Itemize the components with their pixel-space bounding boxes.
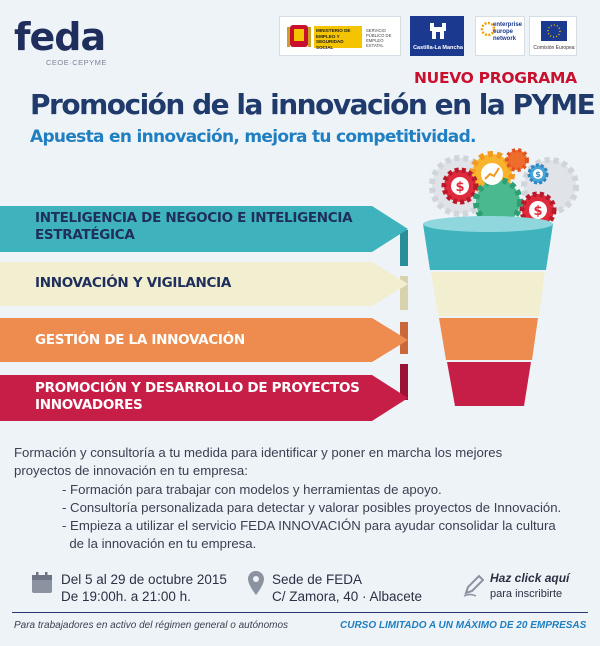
- time-range: De 19:00h. a 21:00 h.: [61, 589, 191, 604]
- date-range: Del 5 al 29 de octubre 2015: [61, 572, 227, 587]
- date-info: [61, 571, 227, 605]
- ministerio-label: MINISTERIO DE EMPLEO Y SEGURIDAD SOCIAL: [316, 28, 351, 50]
- page-subtitle: Apuesta en innovación, mejora tu competitividad.: [30, 127, 476, 147]
- chart-icon: [481, 163, 503, 185]
- eu-flag-icon: [541, 21, 567, 41]
- topic-4-label-cont: INNOVADORES: [35, 397, 143, 413]
- dollar-coin-icon: [451, 177, 469, 195]
- castilla-label: Castilla-La Mancha: [413, 45, 463, 51]
- comision-label: Comisión Europea: [533, 45, 575, 51]
- svg-text:$: $: [455, 180, 465, 195]
- register-cta-sub: para inscribirte: [490, 588, 563, 600]
- een-label: enterprise europe network: [493, 22, 523, 42]
- location-pin-icon: [248, 571, 264, 595]
- page-title: Promoción de la innovación en la PYME: [30, 88, 595, 121]
- bullet-item: - Formación para trabajar con modelos y herramientas de apoyo.: [62, 482, 442, 497]
- topic-band-4: [0, 375, 404, 419]
- register-cta: Haz click aquí: [490, 571, 570, 585]
- description-line: Formación y consultoría a tu medida para identificar y poner en marcha los mejores: [14, 445, 503, 460]
- bullet-item: - Consultoría personalizada para detectar y valorar posibles proyectos de Innovación.: [62, 500, 562, 515]
- spain-crest-icon: [286, 21, 312, 51]
- footer-eligibility: Para trabajadores en activo del régimen general o autónomos: [14, 620, 289, 631]
- description-line: proyectos de innovación en tu empresa:: [14, 463, 248, 478]
- topic-1-label: INTELIGENCIA DE NEGOCIO E INTELIGENCIA: [35, 210, 353, 226]
- topic-band-3: [0, 318, 404, 362]
- comision-europea-logo: [529, 16, 577, 56]
- pen-icon: [462, 573, 484, 597]
- sepe-label: SERVICIO PÚBLICO DE EMPLEO ESTATAL: [366, 28, 392, 48]
- register-link[interactable]: [462, 571, 582, 605]
- calendar-icon: [31, 572, 53, 594]
- svg-text:$: $: [535, 170, 541, 179]
- venue-address: C/ Zamora, 40 · Albacete: [272, 589, 423, 604]
- bullet-item: - Empieza a utilizar el servicio FEDA INNOVACIÓN para ayudar consolidar la cultura: [62, 518, 556, 533]
- footer-divider: [12, 612, 588, 613]
- topic-band-2: [0, 262, 404, 306]
- topic-2-label: INNOVACIÓN Y VIGILANCIA: [35, 275, 231, 291]
- castle-icon: [429, 21, 447, 41]
- venue-name: Sede de FEDA: [272, 572, 363, 587]
- ministerio-logo: [279, 16, 401, 56]
- funnel-illustration: [400, 214, 576, 420]
- footer-limit-notice: CURSO LIMITADO A UN MÁXIMO DE 20 EMPRESAS: [340, 620, 587, 631]
- castilla-la-mancha-logo: [410, 16, 464, 56]
- enterprise-europe-network-logo: [475, 16, 525, 56]
- new-program-badge: NUEVO PROGRAMA: [414, 69, 577, 87]
- topic-1-label-cont: ESTRATÉGICA: [35, 227, 135, 243]
- topic-4-label: PROMOCIÓN Y DESARROLLO DE PROYECTOS: [35, 380, 360, 396]
- feda-logo-tagline: CEOE·CEPYME: [46, 58, 107, 67]
- bullet-item: de la innovación en tu empresa.: [62, 536, 257, 551]
- topic-3-label: GESTIÓN DE LA INNOVACIÓN: [35, 332, 245, 348]
- program-description: [14, 444, 589, 480]
- topic-band-1: [0, 206, 404, 250]
- svg-text:$: $: [533, 204, 543, 219]
- feda-logo: feda: [14, 15, 106, 59]
- location-info: [272, 571, 422, 605]
- dollar-coin-icon: [533, 169, 543, 179]
